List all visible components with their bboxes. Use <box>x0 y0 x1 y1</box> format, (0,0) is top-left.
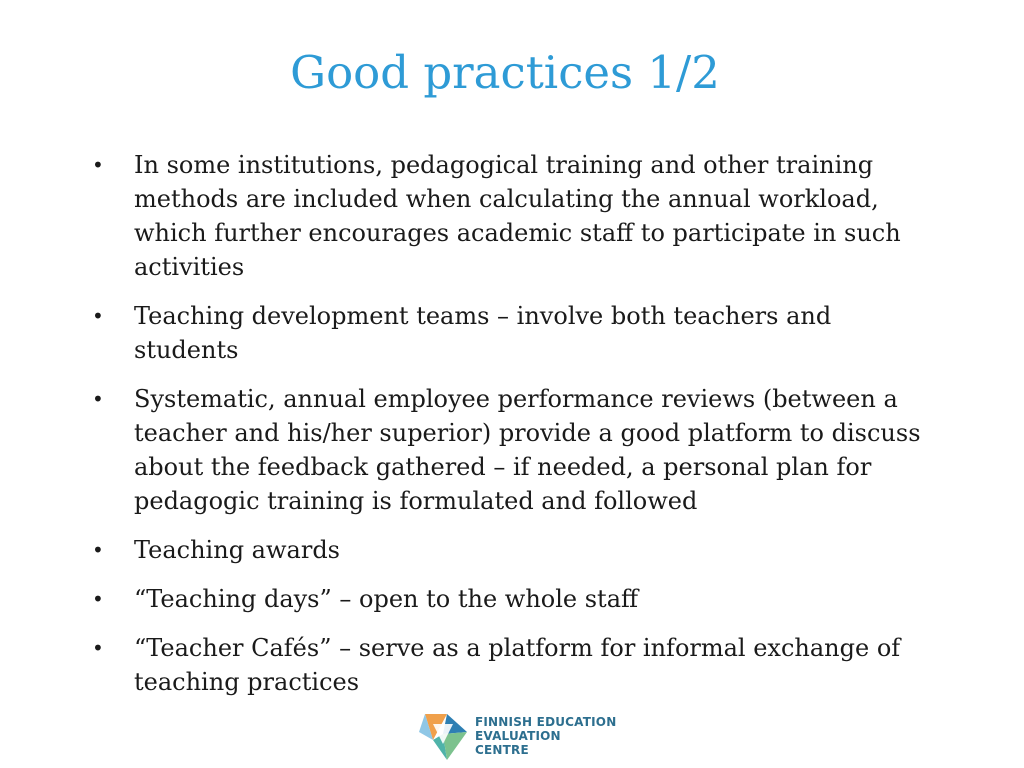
bullet-item <box>92 382 922 518</box>
bullet-dot-icon: • <box>92 304 104 328</box>
bullet-list <box>92 148 922 714</box>
karvi-logo <box>417 710 617 762</box>
karvi-logo-mark-icon <box>417 710 469 762</box>
bullet-text: Teaching awards <box>134 536 340 564</box>
logo-line-1: FINNISH EDUCATION <box>475 715 617 729</box>
slide-title: Good practices 1/2 <box>290 46 720 99</box>
bullet-text: Teaching development teams – involve both teachers and students <box>134 302 832 364</box>
bullet-item <box>92 631 922 699</box>
bullet-item <box>92 533 922 567</box>
bullet-text: Systematic, annual employee performance reviews (between a teacher and his/her superior) provide a good platform to discuss about the feedback gathered – if needed, a personal plan for pedagogic training is formulated and followed <box>134 385 921 515</box>
logo-text <box>475 715 617 757</box>
bullet-item <box>92 582 922 616</box>
bullet-dot-icon: • <box>92 153 104 177</box>
bullet-text: “Teacher Cafés” – serve as a platform for informal exchange of teaching practices <box>134 634 901 696</box>
bullet-item <box>92 148 922 284</box>
bullet-dot-icon: • <box>92 387 104 411</box>
bullet-dot-icon: • <box>92 636 104 660</box>
bullet-dot-icon: • <box>92 538 104 562</box>
bullet-text: “Teaching days” – open to the whole staff <box>134 585 639 613</box>
bullet-text: In some institutions, pedagogical training and other training methods are included when calculating the annual workload, which further encourages academic staff to participate in such activities <box>134 151 901 281</box>
logo-line-2: EVALUATION CENTRE <box>475 729 561 757</box>
bullet-dot-icon: • <box>92 587 104 611</box>
bullet-item <box>92 299 922 367</box>
